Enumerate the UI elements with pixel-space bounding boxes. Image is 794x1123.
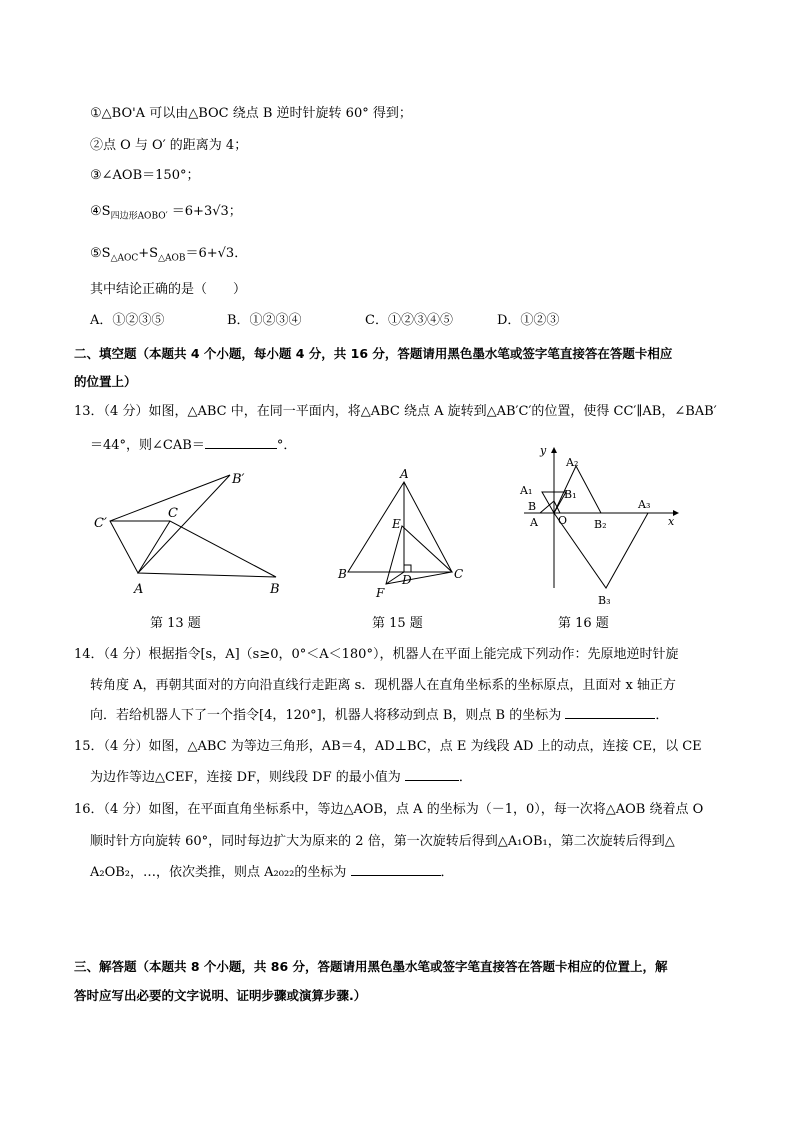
q15-line2 <box>90 768 472 788</box>
fig16-label-b: B <box>528 500 537 513</box>
section3-header-line1: 三、解答题（本题共 8 个小题，共 86 分，答题请用黑色墨水笔或签字笔直接答在答题卡相应的位置上，解 <box>74 959 668 974</box>
q16-line3-post: ． <box>440 865 454 880</box>
q14-answer-blank[interactable] <box>565 706 655 719</box>
fig16-label-x: x <box>668 515 675 528</box>
q13-line2-post: °． <box>276 438 297 453</box>
fig16-label-a1: A₁ <box>520 484 533 497</box>
caption-16: 第 16 题 <box>558 616 609 631</box>
fig13-triangle-ab1c1 <box>110 475 230 573</box>
q12-s4-post: ＝6+3√3； <box>167 204 242 219</box>
q16-answer-blank[interactable] <box>351 863 441 876</box>
q12-s5-sub1: △AOC <box>110 253 139 264</box>
q14-line2: 转角度 A，再朝其面对的方向沿直线行走距离 s．现机器人在直角坐标系的坐标原点，且面对 x 轴正方 <box>90 678 676 693</box>
q14-line3 <box>90 706 668 726</box>
q13-answer-blank[interactable] <box>205 436 277 449</box>
fig16-label-a2: A₂ <box>566 456 579 469</box>
fig16-triangle-a2ob2 <box>554 466 601 513</box>
fig15-label-e: E <box>392 517 401 531</box>
q15-line2-post: ． <box>458 770 472 785</box>
q12-s5-pre: ⑤S <box>90 246 111 261</box>
fig15-label-b: B <box>338 567 347 581</box>
figure-16 <box>512 440 687 612</box>
fig15-label-c: C <box>454 567 464 581</box>
q12-statement-2: ②点 O 与 O′ 的距离为 4； <box>90 138 248 153</box>
q13-line2 <box>90 436 296 456</box>
option-d[interactable]: D．①②③ <box>497 313 560 328</box>
q14-line1: 14．（4 分）根据指令[s，A]（s≥0，0°＜A＜180°），机器人在平面上能完成下列动作：先原地逆时针旋 <box>74 647 679 662</box>
q12-statement-3: ③∠AOB＝150°； <box>90 168 200 183</box>
fig15-right-angle <box>404 565 411 572</box>
fig16-label-y: y <box>540 444 547 457</box>
fig13-label-c: C <box>168 506 178 521</box>
q16-line3 <box>90 863 454 883</box>
fig13-triangle-abc <box>138 521 276 577</box>
section3-header-line2: 答时应写出必要的文字说明、证明步骤或演算步骤.） <box>74 988 367 1003</box>
q12-s4-pre: ④S <box>90 204 111 219</box>
q12-s4-sub: 四边形AOBO′ <box>110 211 168 222</box>
fig16-label-a3: A₃ <box>638 498 651 511</box>
q13-line1: 13．（4 分）如图，△ABC 中，在同一平面内，将△ABC 绕点 A 旋转到△AB′C′的位置，使得 CC′∥AB，∠BAB′ <box>74 404 717 419</box>
fig13-label-b1: B′ <box>232 472 245 487</box>
fig13-label-b: B <box>270 582 280 597</box>
q16-line1: 16．（4 分）如图，在平面直角坐标系中，等边△AOB，点 A 的坐标为（－1，0），每一次将△AOB 绕着点 O <box>74 802 704 817</box>
fig16-label-b2: B₂ <box>594 518 607 531</box>
section2-header-line2: 的位置上） <box>74 374 137 389</box>
fig15-label-d: D <box>402 573 412 587</box>
q15-line1: 15．（4 分）如图，△ABC 为等边三角形，AB＝4，AD⊥BC，点 E 为线段 AD 上的动点，连接 CE，以 CE <box>74 739 702 754</box>
q12-statement-1: ①△BO'A 可以由△BOC 绕点 B 逆时针旋转 60° 得到； <box>90 106 412 121</box>
fig16-label-a: A <box>530 516 538 529</box>
option-b[interactable]: B．①②③④ <box>227 313 302 328</box>
q14-line3-post: ． <box>655 708 669 723</box>
q16-line2: 顺时针方向旋转 60°，同时每边扩大为原来的 2 倍，第一次旋转后得到△A₁OB₁，第二次旋转后得到△ <box>90 834 675 849</box>
q12-statement-5 <box>90 244 247 269</box>
fig13-label-a: A <box>134 582 144 597</box>
option-c[interactable]: C．①②③④⑤ <box>365 313 453 328</box>
q12-s5-mid: +S <box>138 246 159 261</box>
caption-13: 第 13 题 <box>150 616 201 631</box>
fig15-label-f: F <box>376 586 385 600</box>
q15-line2-pre: 为边作等边△CEF，连接 DF，则线段 DF 的最小值为 <box>90 770 401 785</box>
figure-15 <box>334 466 474 601</box>
section2-header-line1: 二、填空题（本题共 4 个小题，每小题 4 分，共 16 分，答题请用黑色墨水笔或签字笔直接答在答题卡相应 <box>74 346 673 361</box>
q15-answer-blank[interactable] <box>405 768 459 781</box>
fig16-label-o: O <box>558 514 568 527</box>
figure-13 <box>86 465 296 605</box>
q16-line3-pre: A₂OB₂，…，依次类推，则点 A₂₀₂₂的坐标为 <box>90 865 347 880</box>
q12-options <box>90 311 559 331</box>
fig16-label-b1: B₁ <box>564 488 577 501</box>
q12-statement-4 <box>90 202 242 227</box>
q12-s5-post: ＝6+√3． <box>185 246 248 261</box>
fig15-triangle-cef <box>386 526 452 584</box>
option-a[interactable]: A．①②③⑤ <box>90 313 165 328</box>
q12-s5-sub2: △AOB <box>158 253 186 264</box>
q13-line2-pre: ＝44°，则∠CAB＝ <box>90 438 205 453</box>
q12-prompt: 其中结论正确的是（ ） <box>90 282 247 297</box>
fig15-label-a: A <box>400 467 409 481</box>
fig16-label-b3: B₃ <box>598 594 611 607</box>
fig13-label-c1: C′ <box>94 516 107 531</box>
q14-line3-pre: 向．若给机器人下了一个指令[4，120°]，机器人将移动到点 B，则点 B 的坐标为 <box>90 708 562 723</box>
caption-15: 第 15 题 <box>372 616 423 631</box>
